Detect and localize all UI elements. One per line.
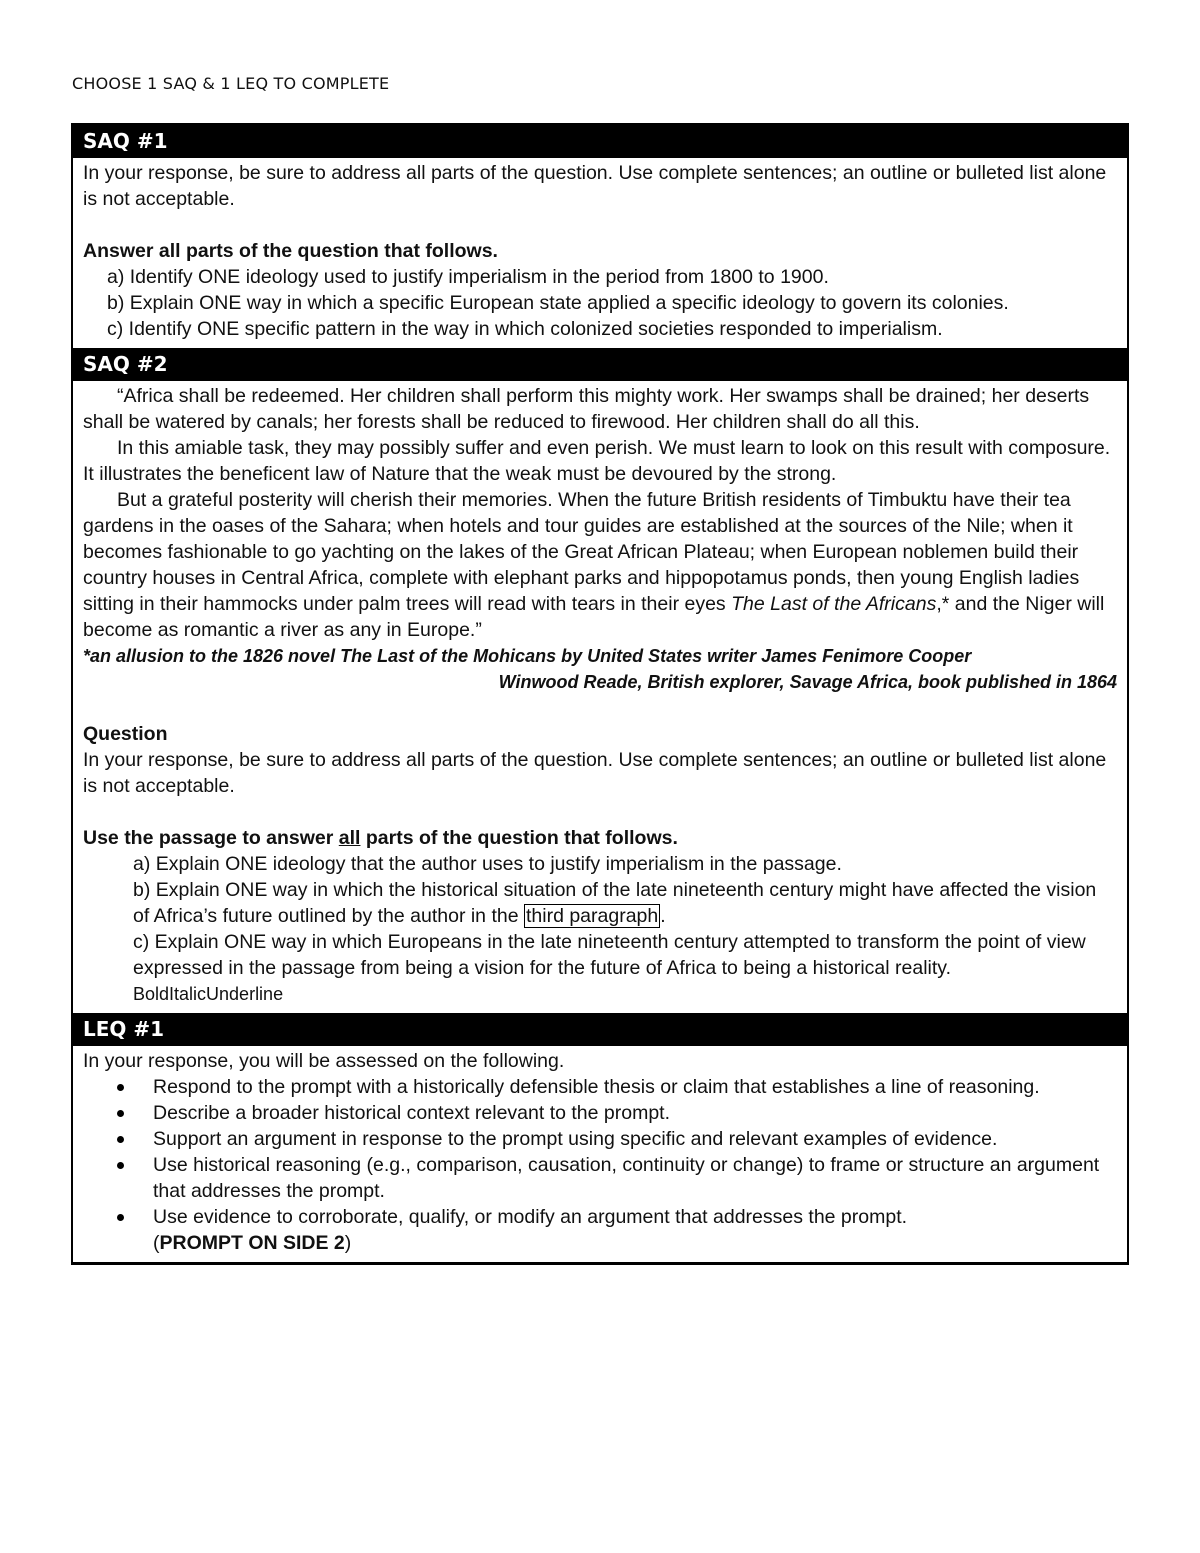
prompt-underlined: all: [338, 827, 361, 849]
bullet-icon: [117, 1214, 124, 1221]
saq2-instructions: In your response, be sure to address all parts of the question. Use complete sentences; an outline or bulleted list alone is not acceptable.: [83, 749, 1107, 797]
quote-paragraph-3: [83, 487, 1117, 643]
saq2-part-b: [83, 877, 1117, 929]
saq2-body: [73, 380, 1127, 1013]
list-item: [153, 1152, 1117, 1204]
bullet-icon: [117, 1162, 124, 1169]
part-b-boxed: third paragraph: [525, 905, 659, 927]
list-item: [153, 1100, 1117, 1126]
prompt-start: Use the passage to answer: [83, 827, 339, 849]
leq1-intro: In your response, you will be assessed on the following.: [83, 1050, 565, 1072]
side-note-open: (: [153, 1232, 160, 1254]
leq1-header: LEQ #1: [73, 1013, 1127, 1045]
stray-format-text: BoldItalicUnderline: [133, 984, 284, 1004]
saq1-prompt: Answer all parts of the question that follows.: [83, 240, 498, 262]
prompt-end: parts of the question that follows.: [360, 827, 678, 849]
part-b-start: b) Explain ONE way in which the historical situation of the late nineteenth century might have affected the vision of Africa’s future outlined by the author in the: [133, 879, 1097, 927]
list-item: [153, 1126, 1117, 1152]
saq1-part-b: b) Explain ONE way in which a specific European state applied a specific ideology to govern its colonies.: [107, 292, 1009, 314]
side-note: [153, 1232, 351, 1254]
side-note-text: PROMPT ON SIDE 2: [159, 1232, 345, 1254]
footnote: *an allusion to the 1826 novel The Last of the Mohicans by United States writer James Fenimore Cooper: [83, 646, 972, 666]
quote-paragraph-2: In this amiable task, they may possibly suffer and even perish. We must learn to look on this result with composure. It illustrates the beneficent law of Nature that the weak must be devoured by the strong.: [83, 437, 1111, 485]
saq2-part-c: c) Explain ONE way in which Europeans in the late nineteenth century attempted to transform the point of view expressed in the passage from being a vision for the future of Africa to being a historical reality.: [133, 931, 1086, 979]
list-item-text: Use evidence to corroborate, qualify, or modify an argument that addresses the prompt.: [153, 1206, 908, 1228]
book-title: The Last of the Africans: [731, 593, 937, 615]
saq1-part-a: a) Identify ONE ideology used to justify imperialism in the period from 1800 to 1900.: [107, 266, 829, 288]
saq2-header: SAQ #2: [73, 348, 1127, 380]
list-item: [153, 1204, 1117, 1256]
leq1-criteria-list: [83, 1074, 1117, 1256]
saq1-body: [73, 157, 1127, 348]
saq1-part-c: c) Identify ONE specific pattern in the way in which colonized societies responded to imperialism.: [107, 318, 943, 340]
list-item-text: Use historical reasoning (e.g., comparison, causation, continuity or change) to frame or structure an argument that addresses the prompt.: [153, 1154, 1100, 1202]
leq1-body: [73, 1045, 1127, 1262]
quote-p3-start: But a grateful posterity will cherish their memories. When the future British residents of Timbuktu have their tea gardens in the oases of the Sahara; when hotels and tour guides are established at the sources of the Nile; when it becomes fashionable to go yachting on the lakes of the Great African Plateau; when European noblemen build their country houses in Central Africa, complete with elephant parks and hippopotamus ponds, then young English ladies sitting in their hammocks under palm trees will read with tears in their eyes: [83, 489, 1080, 615]
bullet-icon: [117, 1110, 124, 1117]
saq1-instructions: In your response, be sure to address all parts of the question. Use complete sentences; an outline or bulleted list alone is not acceptable.: [83, 162, 1107, 210]
saq2-part-a: a) Explain ONE ideology that the author uses to justify imperialism in the passage.: [133, 853, 842, 875]
quote-paragraph-1: “Africa shall be redeemed. Her children shall perform this mighty work. Her swamps shall be drained; her deserts shall be watered by canals; her forests shall be reduced to firewood. Her children shall do all this.: [83, 385, 1090, 433]
saq2-prompt: [83, 825, 1117, 851]
saq1-header: SAQ #1: [73, 125, 1127, 157]
question-label: Question: [83, 723, 168, 745]
side-note-close: ): [344, 1232, 352, 1254]
list-item-text: Describe a broader historical context relevant to the prompt.: [153, 1102, 671, 1124]
source-attribution: Winwood Reade, British explorer, Savage Africa, book published in 1864: [498, 672, 1117, 692]
bullet-icon: [117, 1136, 124, 1143]
list-item-text: Respond to the prompt with a historically defensible thesis or claim that establishes a line of reasoning.: [153, 1076, 1040, 1098]
list-item-text: Support an argument in response to the prompt using specific and relevant examples of evidence.: [153, 1128, 998, 1150]
bullet-icon: [117, 1084, 124, 1091]
part-b-end: .: [660, 905, 666, 927]
list-item: [153, 1074, 1117, 1100]
quote-p3-end: ,* and the Niger will become as romantic a river as any in Europe.”: [83, 593, 1105, 641]
page-heading: CHOOSE 1 SAQ & 1 LEQ TO COMPLETE: [72, 74, 390, 93]
worksheet-table: [71, 123, 1129, 1265]
